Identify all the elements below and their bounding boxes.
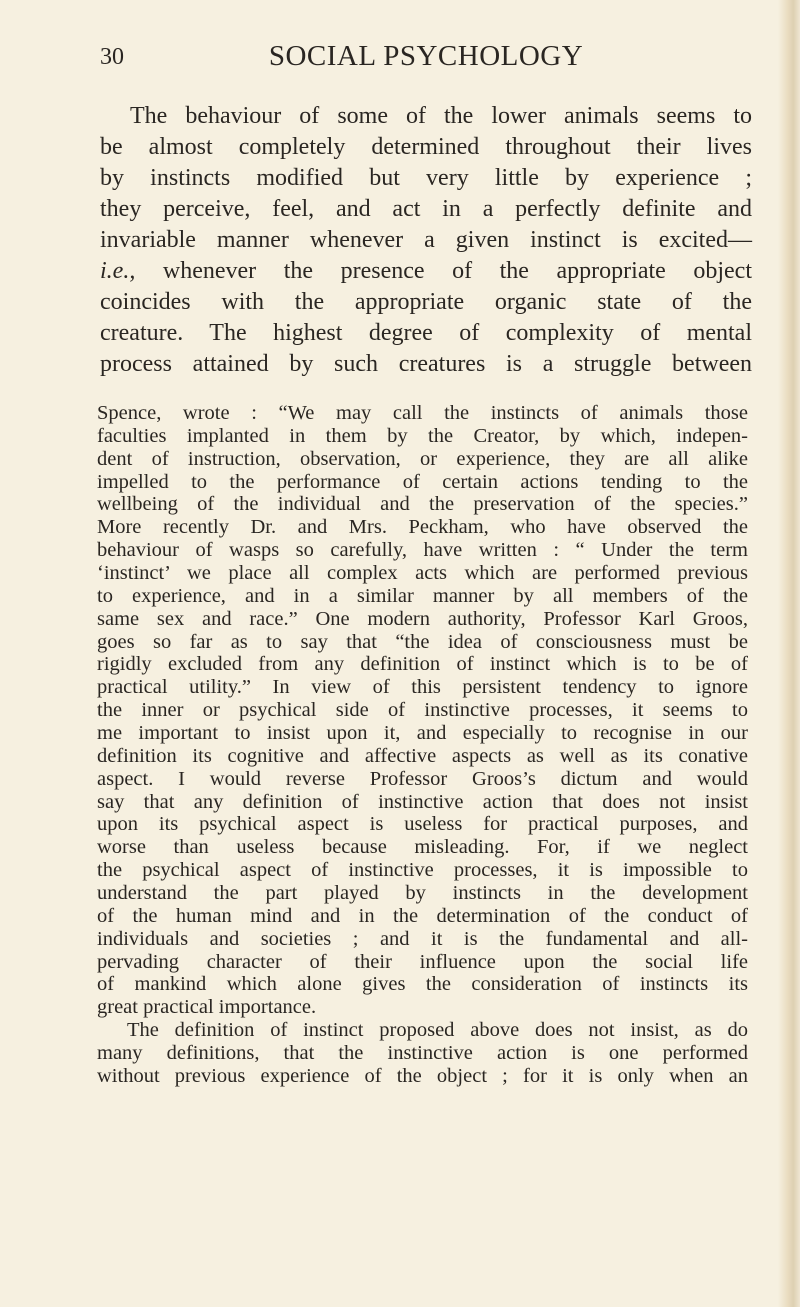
line-text: same sex and race.” One modern authority, Professor Karl Groos, [97, 607, 748, 630]
line-text: coincides with the appropriate organic state of the [100, 289, 752, 315]
line-text: by instincts modified but very little by experience ; [100, 165, 752, 191]
line-text: me important to insist upon it, and especially to recognise in our [97, 722, 748, 745]
text-line [100, 225, 752, 256]
line-text: without previous experience of the object ; for it is only when an [97, 1064, 748, 1087]
line-text: The definition of instinct proposed above does not insist, as do [127, 1019, 748, 1042]
page-gutter-shadow [778, 0, 800, 1307]
running-title: SOCIAL PSYCHOLOGY [268, 40, 584, 72]
line-text: ‘instinct’ we place all complex acts which are performed previous [97, 562, 748, 585]
line-text: of the human mind and in the determination of the conduct of [97, 904, 748, 927]
text-block-upper [100, 101, 752, 380]
text-line [100, 132, 752, 163]
text-line [97, 493, 748, 516]
text-line [97, 996, 748, 1019]
text-line [97, 973, 748, 996]
text-line [97, 631, 748, 654]
text-line [97, 882, 748, 905]
text-line [97, 425, 748, 448]
text-line [100, 318, 752, 349]
line-text: be almost completely determined throughout their lives [100, 134, 752, 160]
text-line [97, 1019, 748, 1042]
italic-abbreviation: i.e., [100, 258, 136, 284]
text-line [97, 928, 748, 951]
text-line [97, 722, 748, 745]
text-line [100, 163, 752, 194]
text-line [97, 699, 748, 722]
page-header [100, 40, 752, 80]
line-text: The behaviour of some of the lower animals seems to [130, 103, 752, 129]
page-number: 30 [100, 44, 124, 70]
text-line [97, 402, 748, 425]
line-text: great practical importance. [97, 996, 317, 1019]
text-line [97, 539, 748, 562]
text-line [100, 349, 752, 380]
text-line [100, 194, 752, 225]
text-line [97, 471, 748, 494]
text-line [97, 676, 748, 699]
text-line [97, 585, 748, 608]
line-text: wellbeing of the individual and the preservation of the species.” [97, 493, 748, 516]
line-text: the inner or psychical side of instinctive processes, it seems to [97, 699, 748, 722]
line-text: aspect. I would reverse Professor Groos’s dictum and would [97, 767, 748, 790]
line-text: behaviour of wasps so carefully, have written : “ Under the term [97, 539, 748, 562]
line-text: to experience, and in a similar manner by all members of the [97, 584, 748, 607]
text-line [100, 101, 752, 132]
line-text: impelled to the performance of certain actions tending to the [97, 470, 748, 493]
text-line [97, 608, 748, 631]
text-line [100, 256, 752, 287]
line-text: faculties implanted in them by the Creator, by which, indepen- [97, 424, 748, 447]
text-line [97, 859, 748, 882]
line-text: Spence, wrote : “We may call the instincts of animals those [97, 402, 748, 424]
line-text: many definitions, that the instinctive action is one performed [97, 1042, 748, 1065]
line-text: definition its cognitive and affective aspects as well as its conative [97, 744, 748, 767]
line-text: invariable manner whenever a given instinct is excited— [100, 227, 752, 253]
text-line [97, 1065, 748, 1088]
line-text: More recently Dr. and Mrs. Peckham, who have observed the [97, 516, 748, 539]
line-text: understand the part played by instincts in the development [97, 882, 748, 905]
text-line [97, 745, 748, 768]
text-line [97, 905, 748, 928]
text-line [100, 287, 752, 318]
text-line [97, 562, 748, 585]
line-text: say that any definition of instinctive action that does not insist [97, 790, 748, 813]
text-line [97, 768, 748, 791]
line-text: goes so far as to say that “the idea of consciousness must be [97, 630, 748, 653]
line-text: whenever the presence of the appropriate object [135, 258, 752, 284]
text-line [97, 448, 748, 471]
line-text: worse than useless because misleading. For, if we neglect [97, 836, 748, 859]
line-text: the psychical aspect of instinctive processes, it is impossible to [97, 859, 748, 882]
line-text: rigidly excluded from any definition of instinct which is to be of [97, 653, 748, 676]
line-text: of mankind which alone gives the consideration of instincts its [97, 973, 748, 996]
line-text: creature. The highest degree of complexity of mental [100, 320, 752, 346]
line-text: they perceive, feel, and act in a perfectly definite and [100, 196, 752, 222]
text-line [97, 791, 748, 814]
text-line [97, 951, 748, 974]
text-block-lower [97, 402, 748, 1088]
line-text: individuals and societies ; and it is the fundamental and all- [97, 927, 748, 950]
text-line [97, 836, 748, 859]
line-text: process attained by such creatures is a struggle between [100, 351, 752, 377]
text-line [97, 813, 748, 836]
line-text: practical utility.” In view of this persistent tendency to ignore [97, 676, 748, 699]
line-text: pervading character of their influence upon the social life [97, 950, 748, 973]
text-line [97, 653, 748, 676]
text-line [97, 516, 748, 539]
line-text: upon its psychical aspect is useless for practical purposes, and [97, 813, 748, 836]
line-text: dent of instruction, observation, or experience, they are all alike [97, 447, 748, 470]
text-line [97, 1042, 748, 1065]
